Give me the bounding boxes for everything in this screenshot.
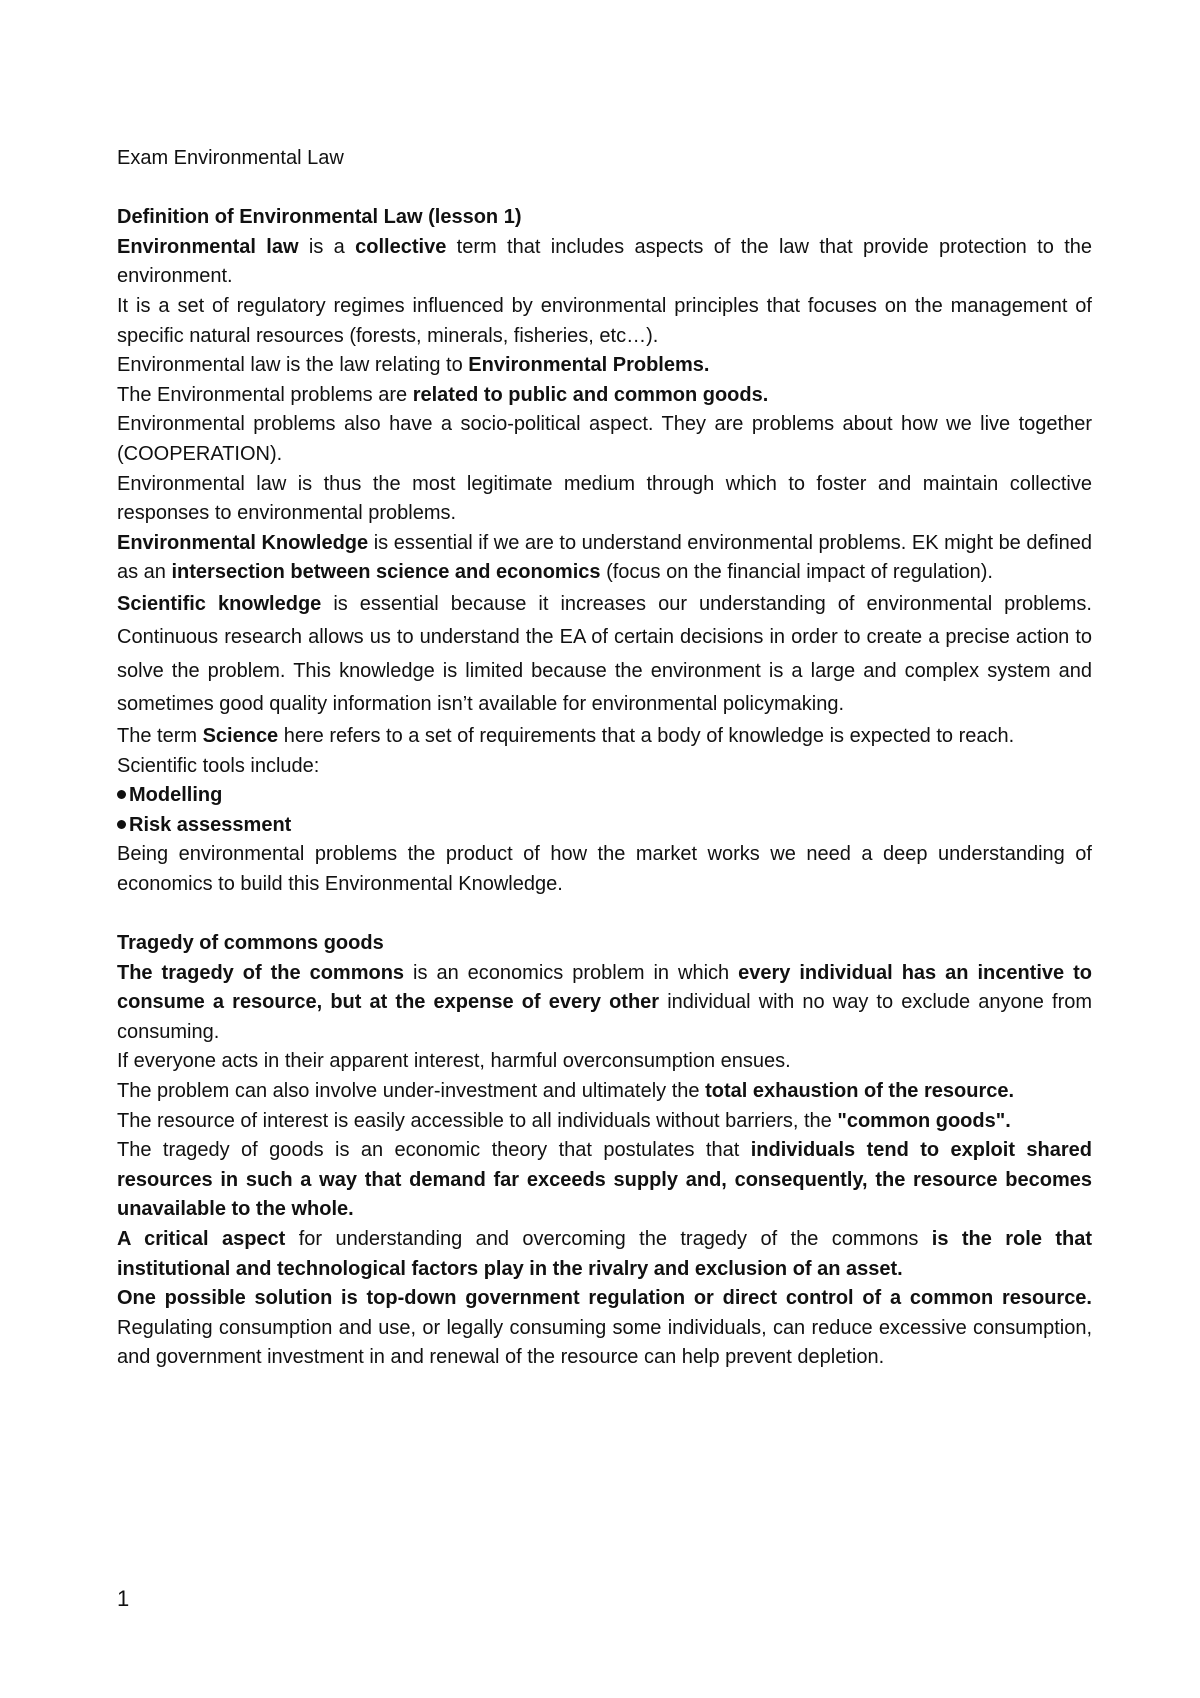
paragraph: The Environmental problems are related to public and common goods. bbox=[117, 383, 769, 406]
paragraph: The problem can also involve under-investment and ultimately the total exhaustion of the resource. bbox=[117, 1080, 1015, 1103]
paragraph: The term Science here refers to a set of requirements that a body of knowledge is expected to reach. bbox=[117, 724, 1015, 747]
document-body bbox=[117, 144, 1092, 1373]
paragraph: It is a set of regulatory regimes influenced by environmental principles that focuses on the management of specific natural resources (forests, minerals, fisheries, etc…). bbox=[117, 294, 1092, 347]
document-title: Exam Environmental Law bbox=[117, 147, 344, 169]
list-item: Modelling bbox=[117, 781, 1092, 811]
paragraph: Environmental law is thus the most legitimate medium through which to foster and maintain collective responses to environmental problems. bbox=[117, 472, 1092, 525]
bullet-icon bbox=[117, 790, 126, 799]
paragraph: Scientific tools include: bbox=[117, 754, 320, 777]
paragraph: Scientific knowledge is essential because it increases our understanding of environmental problems. Continuous research allows us to understand the EA of certain decisions in order to create a precise action to solve the problem. This knowledge is limited because the environment is a large and complex system and sometimes good quality information isn’t available for environmental policymaking. bbox=[117, 592, 1092, 716]
paragraph: The resource of interest is easily accessible to all individuals without barriers, the "common goods". bbox=[117, 1109, 1011, 1132]
paragraph: Environmental problems also have a socio-political aspect. They are problems about how we live together (COOPERATION). bbox=[117, 413, 1092, 465]
scientific-knowledge-block bbox=[117, 588, 1092, 722]
paragraph: If everyone acts in their apparent interest, harmful overconsumption ensues. bbox=[117, 1050, 791, 1073]
paragraph: The tragedy of goods is an economic theory that postulates that individuals tend to exploit shared resources in such a way that demand far exceeds supply and, consequently, the resource becomes unavailable to the whole. bbox=[117, 1139, 1092, 1221]
spacer bbox=[117, 899, 1092, 929]
section-heading-definition: Definition of Environmental Law (lesson 1) bbox=[117, 206, 522, 229]
paragraph: One possible solution is top-down government regulation or direct control of a common resource. Regulating consumption and use, or legally consuming some individuals, can reduce excessive consumption, and government investment in and renewal of the resource can help prevent depletion. bbox=[117, 1287, 1092, 1369]
paragraph: Environmental Knowledge is essential if we are to understand environmental problems. EK might be defined as an intersection between science and economics (focus on the financial impact of regulation). bbox=[117, 531, 1092, 584]
page-number: 1 bbox=[117, 1586, 130, 1611]
paragraph: Environmental law is a collective term that includes aspects of the law that provide protection to the environment. bbox=[117, 235, 1092, 288]
paragraph: Being environmental problems the product of how the market works we need a deep understanding of economics to build this Environmental Knowledge. bbox=[117, 843, 1092, 895]
section-heading-tragedy: Tragedy of commons goods bbox=[117, 932, 384, 955]
list-item: Risk assessment bbox=[117, 811, 1092, 841]
paragraph: Environmental law is the law relating to Environmental Problems. bbox=[117, 354, 710, 377]
paragraph: The tragedy of the commons is an economics problem in which every individual has an incentive to consume a resource, but at the expense of every other individual with no way to exclude anyone from consuming. bbox=[117, 961, 1093, 1043]
bullet-icon bbox=[117, 820, 126, 829]
paragraph: A critical aspect for understanding and overcoming the tragedy of the commons is the role that institutional and technological factors play in the rivalry and exclusion of an asset. bbox=[117, 1228, 1092, 1280]
